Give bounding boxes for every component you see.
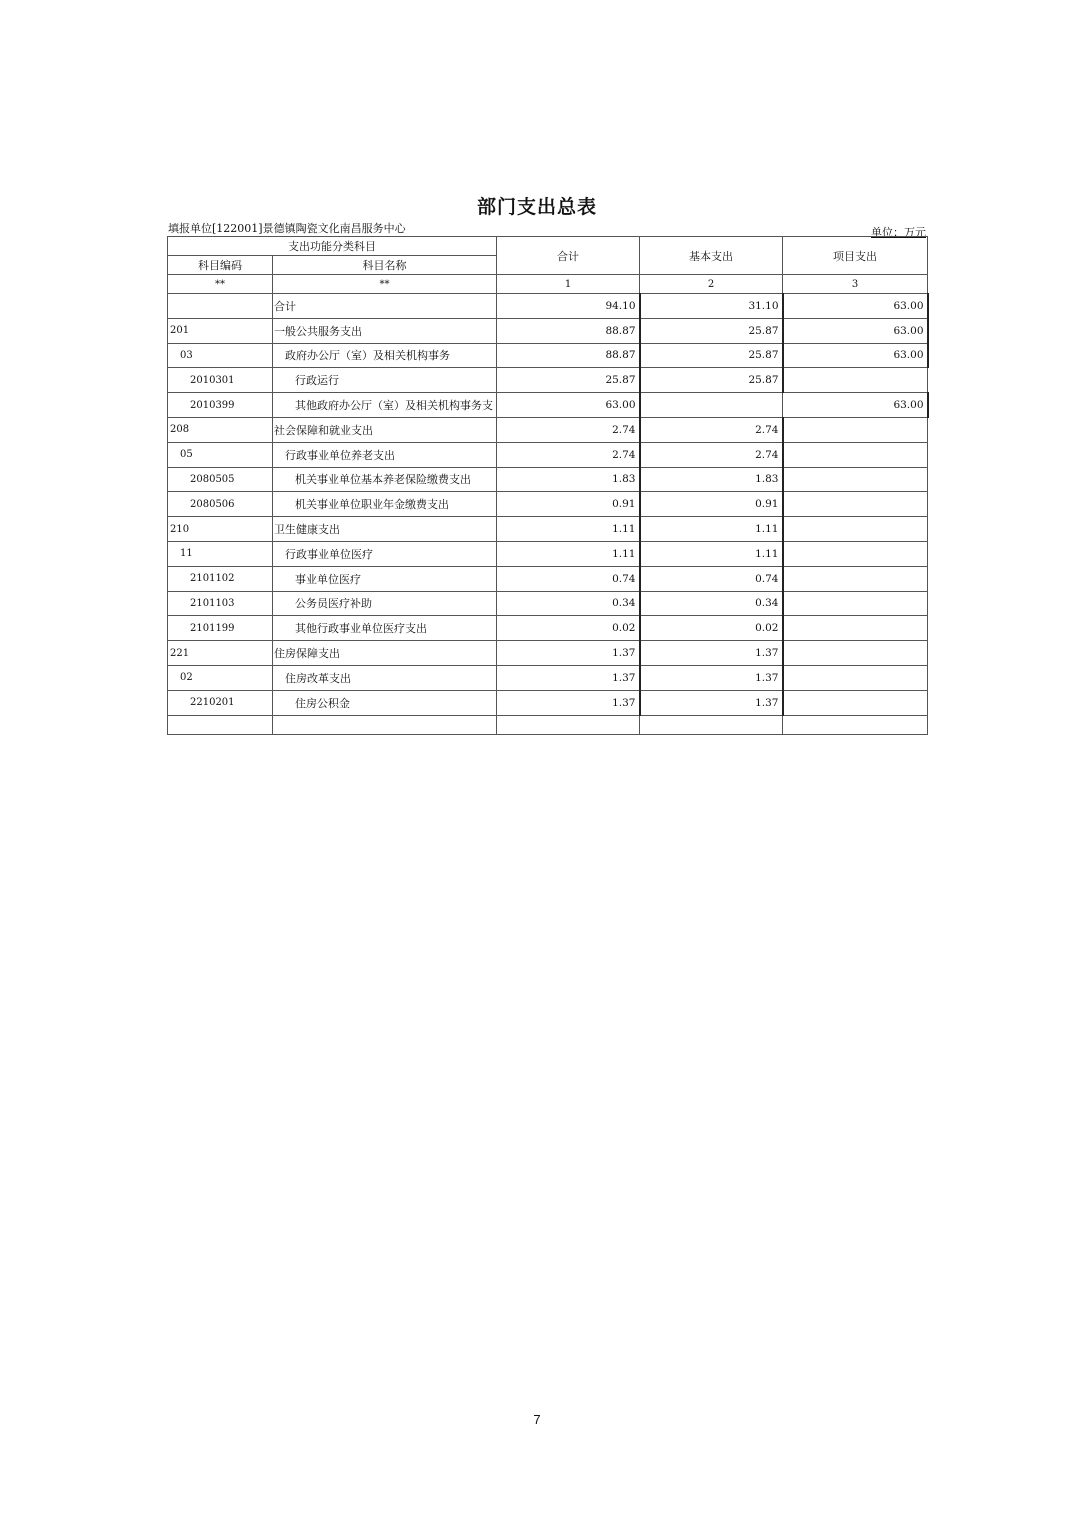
row-basic: 1.37 bbox=[640, 690, 783, 715]
row-name: 行政事业单位养老支出 bbox=[273, 442, 497, 467]
reporting-unit: 填报单位[122001]景德镇陶瓷文化南昌服务中心 bbox=[168, 222, 406, 235]
header-basic: 基本支出 bbox=[640, 237, 783, 275]
row-project bbox=[783, 517, 928, 542]
row-project: 63.00 bbox=[783, 318, 928, 343]
table-row bbox=[168, 467, 928, 492]
expenditure-table bbox=[167, 236, 929, 735]
table-row bbox=[168, 690, 928, 715]
row-basic: 25.87 bbox=[640, 343, 783, 368]
table-row bbox=[168, 318, 928, 343]
row-project bbox=[783, 591, 928, 616]
table-row bbox=[168, 492, 928, 517]
row-total: 25.87 bbox=[497, 368, 640, 393]
row-basic: 1.37 bbox=[640, 641, 783, 666]
row-basic: 25.87 bbox=[640, 318, 783, 343]
row-code: 2101102 bbox=[168, 566, 273, 591]
header-group: 支出功能分类科目 bbox=[168, 237, 497, 256]
header-row-1 bbox=[168, 237, 928, 256]
row-code: 03 bbox=[168, 343, 273, 368]
row-code: 02 bbox=[168, 665, 273, 690]
row-code: 05 bbox=[168, 442, 273, 467]
row-total: 88.87 bbox=[497, 318, 640, 343]
row-name: 合计 bbox=[273, 294, 497, 319]
row-code: 2010399 bbox=[168, 393, 273, 418]
row-basic bbox=[640, 393, 783, 418]
unit-label: 单位：万元 bbox=[871, 226, 926, 239]
row-project: 63.00 bbox=[783, 393, 928, 418]
table-row bbox=[168, 294, 928, 319]
row-total: 1.37 bbox=[497, 665, 640, 690]
index-total: 1 bbox=[497, 275, 640, 294]
row-basic: 1.11 bbox=[640, 541, 783, 566]
page-title: 部门支出总表 bbox=[476, 196, 597, 218]
row-total: 1.37 bbox=[497, 690, 640, 715]
row-project bbox=[783, 467, 928, 492]
row-total: 1.83 bbox=[497, 467, 640, 492]
table-row bbox=[168, 368, 928, 393]
row-name: 卫生健康支出 bbox=[273, 517, 497, 542]
row-name: 机关事业单位职业年金缴费支出 bbox=[273, 492, 497, 517]
row-code: 11 bbox=[168, 541, 273, 566]
row-code: 221 bbox=[168, 641, 273, 666]
page-number: 7 bbox=[533, 1412, 541, 1427]
row-name: 事业单位医疗 bbox=[273, 566, 497, 591]
row-name: 其他行政事业单位医疗支出 bbox=[273, 616, 497, 641]
row-code: 2101199 bbox=[168, 616, 273, 641]
row-project: 63.00 bbox=[783, 294, 928, 319]
table-row bbox=[168, 393, 928, 418]
row-total: 0.02 bbox=[497, 616, 640, 641]
table-row bbox=[168, 665, 928, 690]
row-project bbox=[783, 690, 928, 715]
empty-cell bbox=[497, 715, 640, 734]
row-basic: 2.74 bbox=[640, 417, 783, 442]
table-row bbox=[168, 566, 928, 591]
table-row bbox=[168, 517, 928, 542]
empty-row bbox=[168, 715, 928, 734]
row-project: 63.00 bbox=[783, 343, 928, 368]
row-total: 0.34 bbox=[497, 591, 640, 616]
row-total: 1.11 bbox=[497, 517, 640, 542]
row-project bbox=[783, 442, 928, 467]
row-basic: 2.74 bbox=[640, 442, 783, 467]
index-code: ** bbox=[168, 275, 273, 294]
index-basic: 2 bbox=[640, 275, 783, 294]
row-name: 住房改革支出 bbox=[273, 665, 497, 690]
row-name: 行政运行 bbox=[273, 368, 497, 393]
table-row bbox=[168, 616, 928, 641]
row-name: 住房保障支出 bbox=[273, 641, 497, 666]
table-row bbox=[168, 541, 928, 566]
header-code: 科目编码 bbox=[168, 256, 273, 275]
row-name: 公务员医疗补助 bbox=[273, 591, 497, 616]
header-project: 项目支出 bbox=[783, 237, 928, 275]
row-name: 行政事业单位医疗 bbox=[273, 541, 497, 566]
empty-cell bbox=[168, 715, 273, 734]
table-row bbox=[168, 641, 928, 666]
row-name: 一般公共服务支出 bbox=[273, 318, 497, 343]
row-code: 2101103 bbox=[168, 591, 273, 616]
header-name: 科目名称 bbox=[273, 256, 497, 275]
row-code bbox=[168, 294, 273, 319]
row-total: 0.74 bbox=[497, 566, 640, 591]
row-name: 其他政府办公厅（室）及相关机构事务支 bbox=[273, 393, 497, 418]
index-row bbox=[168, 275, 928, 294]
row-code: 2080506 bbox=[168, 492, 273, 517]
row-basic: 0.91 bbox=[640, 492, 783, 517]
row-total: 94.10 bbox=[497, 294, 640, 319]
row-name: 社会保障和就业支出 bbox=[273, 417, 497, 442]
row-total: 2.74 bbox=[497, 442, 640, 467]
row-project bbox=[783, 417, 928, 442]
row-basic: 0.34 bbox=[640, 591, 783, 616]
row-code: 2010301 bbox=[168, 368, 273, 393]
row-basic: 1.11 bbox=[640, 517, 783, 542]
table-row bbox=[168, 417, 928, 442]
row-code: 208 bbox=[168, 417, 273, 442]
row-project bbox=[783, 541, 928, 566]
row-basic: 31.10 bbox=[640, 294, 783, 319]
row-project bbox=[783, 566, 928, 591]
row-total: 88.87 bbox=[497, 343, 640, 368]
row-project bbox=[783, 492, 928, 517]
row-basic: 25.87 bbox=[640, 368, 783, 393]
row-basic: 1.83 bbox=[640, 467, 783, 492]
empty-cell bbox=[273, 715, 497, 734]
row-name: 机关事业单位基本养老保险缴费支出 bbox=[273, 467, 497, 492]
row-total: 63.00 bbox=[497, 393, 640, 418]
row-total: 1.11 bbox=[497, 541, 640, 566]
table-row bbox=[168, 343, 928, 368]
row-project bbox=[783, 641, 928, 666]
row-basic: 1.37 bbox=[640, 665, 783, 690]
empty-cell bbox=[783, 715, 928, 734]
row-project bbox=[783, 616, 928, 641]
table-row bbox=[168, 591, 928, 616]
header-total: 合计 bbox=[497, 237, 640, 275]
index-name: ** bbox=[273, 275, 497, 294]
row-basic: 0.74 bbox=[640, 566, 783, 591]
row-project bbox=[783, 368, 928, 393]
row-name: 住房公积金 bbox=[273, 690, 497, 715]
row-code: 2080505 bbox=[168, 467, 273, 492]
row-code: 201 bbox=[168, 318, 273, 343]
table-row bbox=[168, 442, 928, 467]
row-total: 2.74 bbox=[497, 417, 640, 442]
index-project: 3 bbox=[783, 275, 928, 294]
row-total: 0.91 bbox=[497, 492, 640, 517]
row-name: 政府办公厅（室）及相关机构事务 bbox=[273, 343, 497, 368]
row-total: 1.37 bbox=[497, 641, 640, 666]
empty-cell bbox=[640, 715, 783, 734]
row-basic: 0.02 bbox=[640, 616, 783, 641]
row-code: 2210201 bbox=[168, 690, 273, 715]
row-project bbox=[783, 665, 928, 690]
row-code: 210 bbox=[168, 517, 273, 542]
